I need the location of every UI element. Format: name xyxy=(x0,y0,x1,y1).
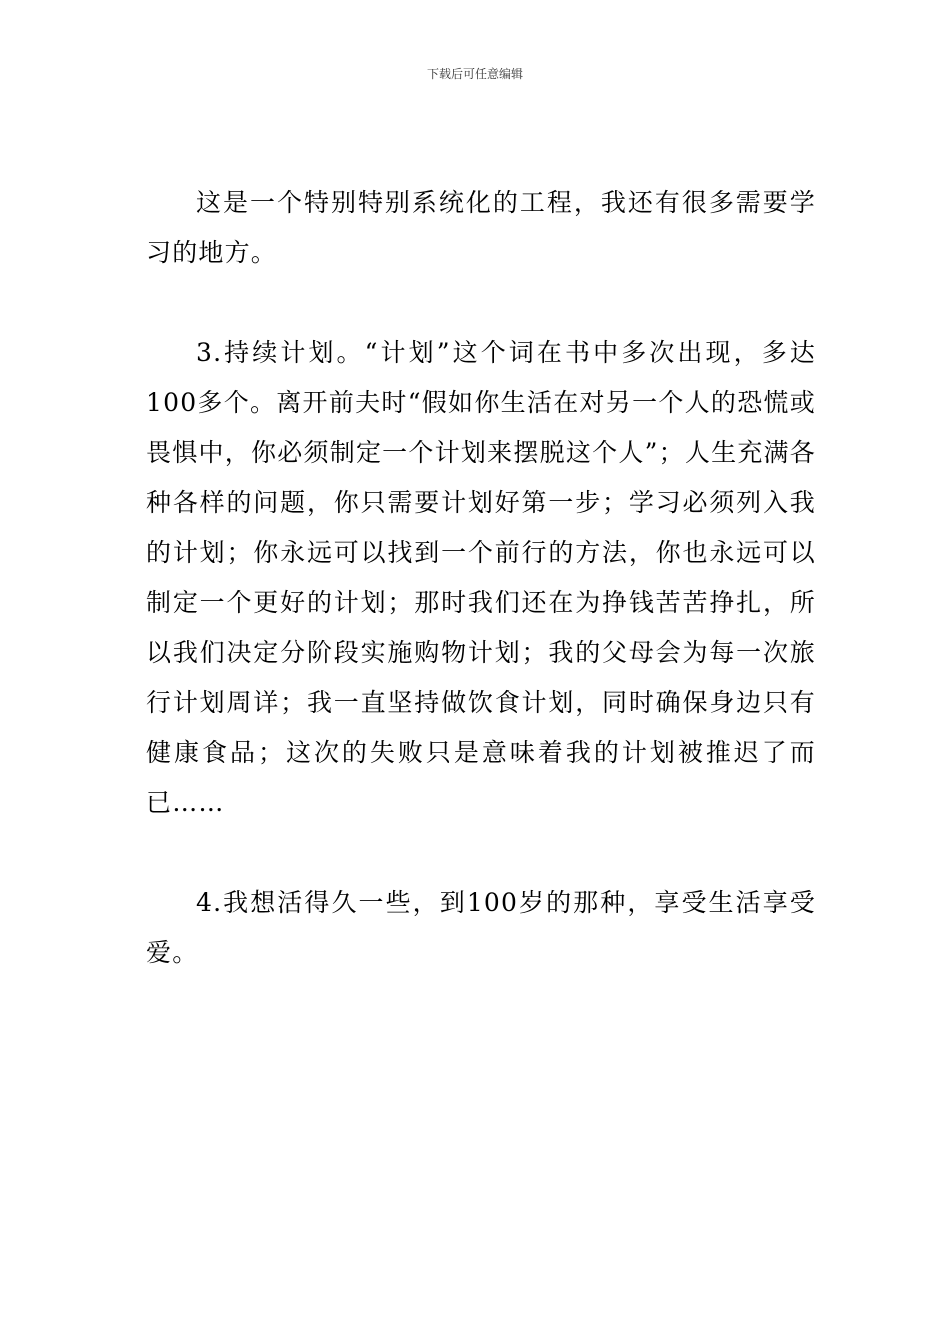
page-header-note: 下载后可任意编辑 xyxy=(426,67,523,81)
paragraph-continuous-plan: 3.持续计划。“计划”这个词在书中多次出现，多达100多个。离开前夫时“假如你生活在对另一个人的恐慌或畏惧中，你必须制定一个计划来摆脱这个人”；人生充满各种各样的问题，你只需要计划好第一步；学习必须列入我的计划；你永远可以找到一个前行的方法，你也永远可以制定一个更好的计划；那时我们还在为挣钱苦苦挣扎，所以我们决定分阶段实施购物计划；我的父母会为每一次旅行计划周详；我一直坚持做饮食计划，同时确保身边只有健康食品；这次的失败只是意味着我的计划被推迟了而已…… xyxy=(146,338,816,817)
paragraph-learning: 这是一个特别特别系统化的工程，我还有很多需要学习的地方。 xyxy=(146,188,816,267)
document-body xyxy=(146,178,816,978)
paragraph-live-long: 4.我想活得久一些，到100岁的那种，享受生活享受爱。 xyxy=(146,888,816,967)
